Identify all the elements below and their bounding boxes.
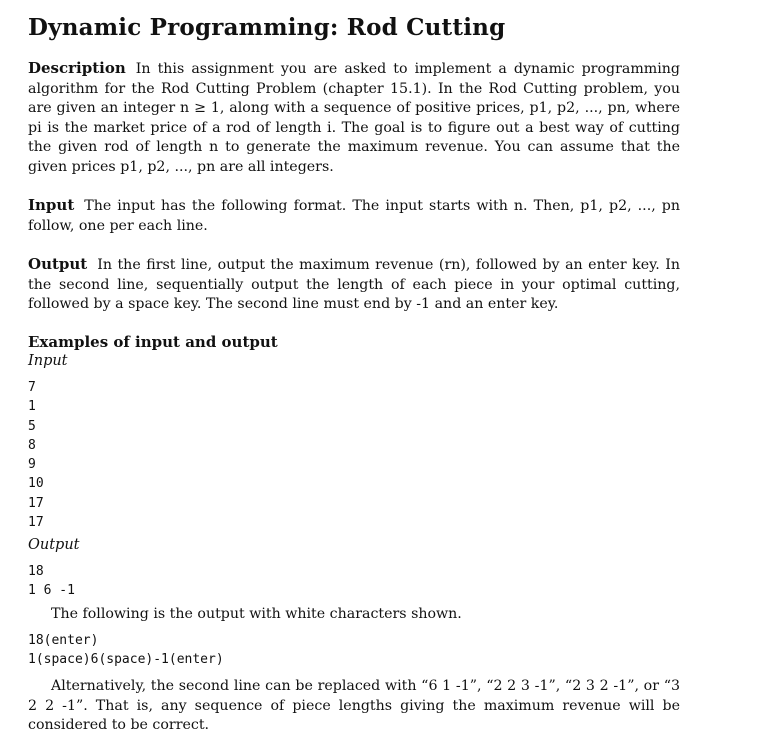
- input-example-block: [28, 378, 44, 532]
- output-line: 18: [28, 564, 44, 579]
- output-paragraph: [28, 255, 680, 315]
- input-line: 10: [28, 476, 44, 492]
- input-heading: Input: [28, 196, 75, 214]
- input-line: 17: [28, 495, 44, 511]
- description-paragraph: [28, 59, 680, 177]
- description-heading: Description: [28, 59, 126, 77]
- page-title: Dynamic Programming: Rod Cutting: [28, 14, 506, 41]
- output-heading: Output: [28, 255, 88, 273]
- input-paragraph: [28, 196, 680, 236]
- input-line: 5: [28, 418, 36, 434]
- output-label: Output: [28, 537, 80, 553]
- white-chars-note: The following is the output with white characters shown.: [51, 606, 462, 622]
- input-label: Input: [28, 353, 68, 369]
- input-line: 17: [28, 515, 44, 531]
- input-line: 1: [28, 399, 36, 415]
- description-text: In this assignment you are asked to implement a dynamic programming algorithm for the Rod Cutting Problem (chapter 15.1). In the Rod Cutting problem, you are given an integer n ≥ 1, along with a sequence of positive prices, p1, p2, ..., pn, where pi is the market price of a rod of length i. The goal is to figure out a best way of cutting the given rod of length n to generate the maximum revenue. You can assume that the given prices p1, p2, ..., pn are all integers.: [28, 61, 680, 175]
- input-line: 7: [28, 380, 36, 395]
- white-chars-block: [28, 631, 224, 670]
- input-line: 8: [28, 437, 36, 453]
- input-line: 9: [28, 457, 36, 473]
- alternative-note: Alternatively, the second line can be replaced with “6 1 -1”, “2 2 3 -1”, “2 3 2 -1”, or “3 2 2 -1”. That is, any sequence of piece lengths giving the maximum revenue will be considered to be correct.: [28, 678, 680, 733]
- white-chars-line: 18(enter): [28, 633, 99, 648]
- white-chars-line: 1(space)6(space)-1(enter): [28, 652, 224, 668]
- output-text: In the first line, output the maximum revenue (rn), followed by an enter key. In the second line, sequentially output the length of each piece in your optimal cutting, followed by a space key. The second line must end by -1 and an enter key.: [28, 257, 680, 312]
- input-text: The input has the following format. The input starts with n. Then, p1, p2, ..., pn follow, one per each line.: [28, 198, 680, 234]
- output-line: 1 6 -1: [28, 583, 75, 599]
- output-example-block: [28, 562, 75, 601]
- examples-heading: Examples of input and output: [28, 333, 278, 351]
